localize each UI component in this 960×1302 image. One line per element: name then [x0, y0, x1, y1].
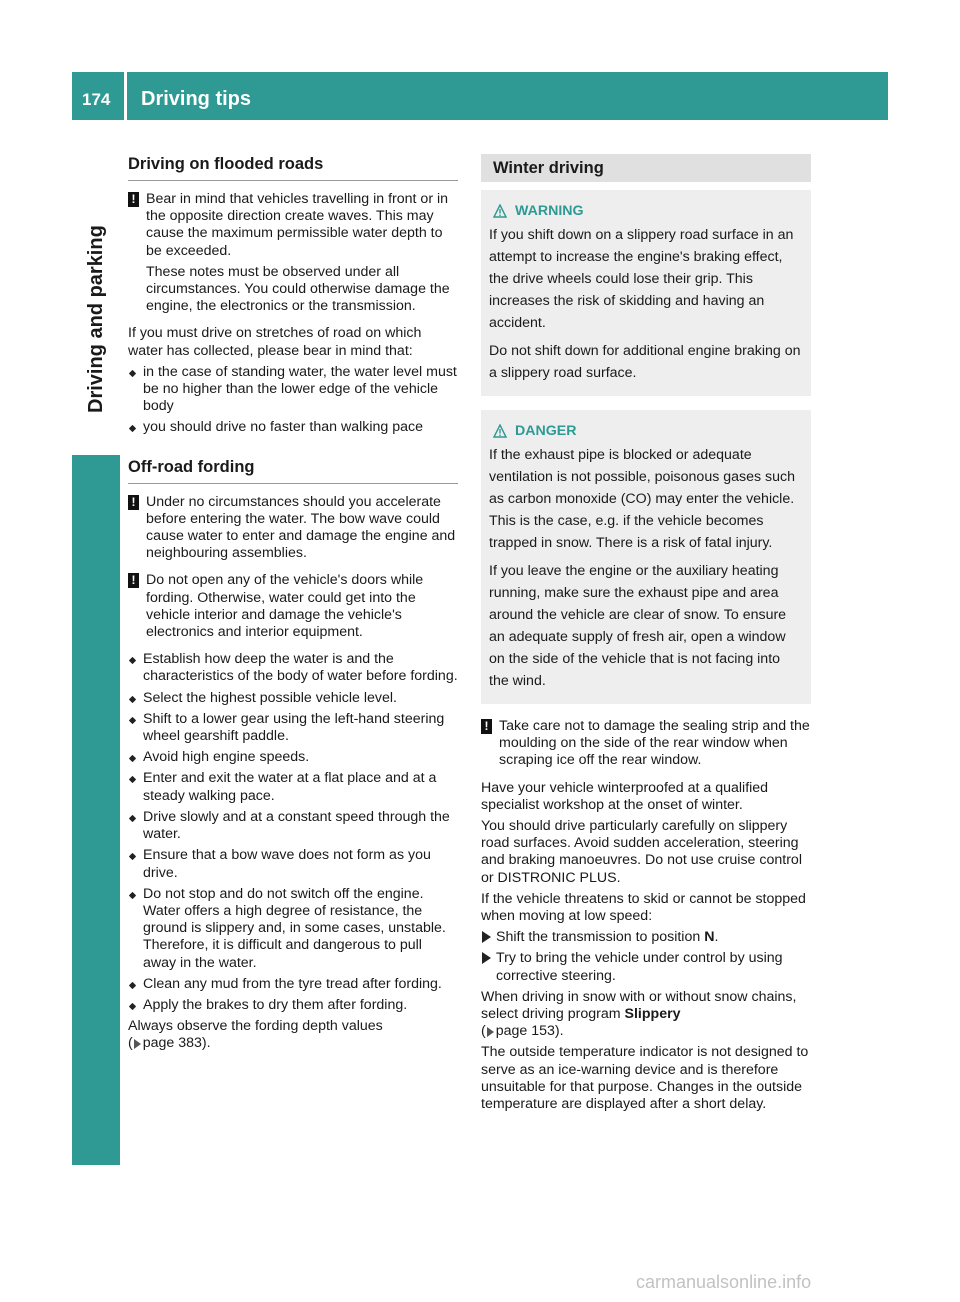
list-item: Clean any mud from the tyre tread after fording.	[128, 976, 458, 993]
fording-note-1-text: Under no circumstances should you accelerate before entering the water. The bow wave could cause water to enter and damage the engine and neighbouring assemblies.	[146, 493, 456, 562]
list-item: Apply the brakes to dry them after fording.	[128, 997, 458, 1014]
list-item: Shift to a lower gear using the left-hand steering wheel gearshift paddle.	[128, 711, 458, 745]
exclamation-icon: !	[128, 192, 139, 207]
header-divider	[124, 72, 127, 120]
danger-title	[489, 420, 803, 442]
page-ref-arrow-icon	[487, 1027, 494, 1037]
list-item	[481, 950, 811, 984]
flooded-bullet-list	[128, 364, 458, 437]
list-item: in the case of standing water, the water level must be no higher than the lower edge of the vehicle body	[128, 364, 458, 416]
exclamation-icon: !	[128, 573, 139, 588]
snow-text: When driving in snow with or without snow chains, select driving program	[481, 988, 797, 1023]
heading-flooded-roads: Driving on flooded roads	[128, 154, 458, 181]
footer-watermark[interactable]: carmanualsonline.info	[636, 1272, 812, 1292]
warning-triangle-icon	[493, 204, 507, 218]
snow-paragraph: When driving in snow with or without snow chains, select driving program Slippery ( page 153).	[481, 988, 797, 1040]
list-item: Enter and exit the water at a flat place and at a steady walking pace.	[128, 770, 458, 804]
side-chapter-tab	[72, 455, 120, 1165]
list-item: Drive slowly and at a constant speed through the water.	[128, 809, 458, 843]
danger-p1: If the exhaust pipe is blocked or adequate ventilation is not possible, poisonous gases such as carbon monoxide (CO) may enter the vehicle. This is the case, e.g. if the vehicle becomes trapped in snow. There is a risk of fatal injury.	[489, 447, 796, 551]
heading-off-road-fording: Off-road fording	[128, 457, 458, 484]
winterproof-paragraph: Have your vehicle winterproofed at a qualified specialist workshop at the onset of winter.	[481, 779, 769, 813]
page-ref-link[interactable]: page 153).	[495, 1023, 564, 1040]
step-arrow-icon	[482, 952, 491, 964]
left-column	[128, 154, 458, 1053]
winter-note-text: Take care not to damage the sealing strip and the moulding on the side of the rear window when scraping ice off the rear window.	[499, 718, 810, 769]
warning-label: WARNING	[515, 203, 584, 219]
warning-title	[489, 200, 803, 222]
step-2-text: Try to bring the vehicle under control by using corrective steering.	[496, 950, 783, 984]
page-ref-arrow-icon	[134, 1039, 141, 1049]
list-item	[481, 929, 811, 946]
warning-p2: Do not shift down for additional engine braking on a slippery road surface.	[489, 343, 801, 381]
fording-outro: Always observe the fording depth values ( page 383).	[128, 1018, 383, 1052]
warning-box	[481, 190, 811, 396]
flooded-note-p2: These notes must be observed under all circumstances. You could otherwise damage the engine, the electronics or the transmission.	[146, 263, 450, 315]
step-arrow-icon	[482, 931, 491, 943]
list-item: Select the highest possible vehicle level.	[128, 690, 458, 707]
flooded-intro: If you must drive on stretches of road on which water has collected, please bear in mind that:	[128, 325, 422, 359]
skid-steps	[481, 929, 811, 985]
fording-note-2-text: Do not open any of the vehicle's doors while fording. Otherwise, water could get into the vehicle interior and damage the vehicle's electronics and interior equipment.	[146, 572, 424, 641]
exclamation-icon: !	[481, 719, 492, 734]
flooded-note	[128, 191, 458, 315]
side-chapter-label: Driving and parking	[85, 225, 107, 413]
step-1-position: N	[704, 929, 715, 946]
danger-p2: If you leave the engine or the auxiliary heating running, make sure the exhaust pipe and area around the vehicle are clear of snow. To ensure an adequate supply of fresh air, open a window on the side of the vehicle that is not facing into the wind.	[489, 563, 787, 689]
flooded-note-p1: Bear in mind that vehicles travelling in front or in the opposite direction create waves. This may cause the maximum permissible water depth to be exceeded.	[146, 191, 449, 259]
warning-p1: If you shift down on a slippery road surface in an attempt to increase the engine's braking effect, the drive wheels could lose their grip. This increases the risk of skidding and having an accident.	[489, 227, 794, 331]
temperature-paragraph: The outside temperature indicator is not designed to serve as an ice-warning device and is therefore unsuitable for that purpose. Changes in the outside temperature are displayed after a short delay.	[481, 1044, 809, 1113]
warning-triangle-icon	[493, 424, 507, 438]
right-column	[481, 154, 811, 1117]
winter-note	[481, 718, 811, 770]
skid-paragraph: If the vehicle threatens to skid or cannot be stopped when moving at low speed:	[481, 890, 806, 925]
danger-label: DANGER	[515, 423, 577, 439]
list-item: Establish how deep the water is and the characteristics of the body of water before fording.	[128, 651, 458, 685]
fording-note-1	[128, 494, 458, 563]
list-item: you should drive no faster than walking pace	[128, 419, 458, 436]
careful-paragraph: You should drive particularly carefully on slippery road surfaces. Avoid sudden acceleration, steering and braking manoeuvres. Do not use cruise control or DISTRONIC PLUS.	[481, 818, 802, 886]
danger-box	[481, 410, 811, 704]
page-number: 174	[82, 90, 111, 109]
list-item: Avoid high engine speeds.	[128, 749, 458, 766]
program-name: Slippery	[624, 1006, 681, 1023]
fording-outro-text: Always observe the fording depth values	[128, 1018, 383, 1035]
section-title: Driving tips	[141, 88, 252, 110]
list-item: Do not stop and do not switch off the engine. Water offers a high degree of resistance, the ground is slippery and, in some cases, unstable. Therefore, it is difficult and dangerous to pull away in the water.	[128, 886, 458, 972]
list-item: Ensure that a bow wave does not form as you drive.	[128, 847, 458, 881]
step-1-text: Shift the transmission to position	[496, 929, 701, 946]
page-ref-link[interactable]: page 383).	[142, 1035, 211, 1052]
step-1-end: .	[714, 929, 719, 946]
fording-note-2	[128, 572, 458, 641]
heading-winter-driving: Winter driving	[481, 154, 811, 182]
fording-bullet-list	[128, 651, 458, 1014]
exclamation-icon: !	[128, 495, 139, 510]
